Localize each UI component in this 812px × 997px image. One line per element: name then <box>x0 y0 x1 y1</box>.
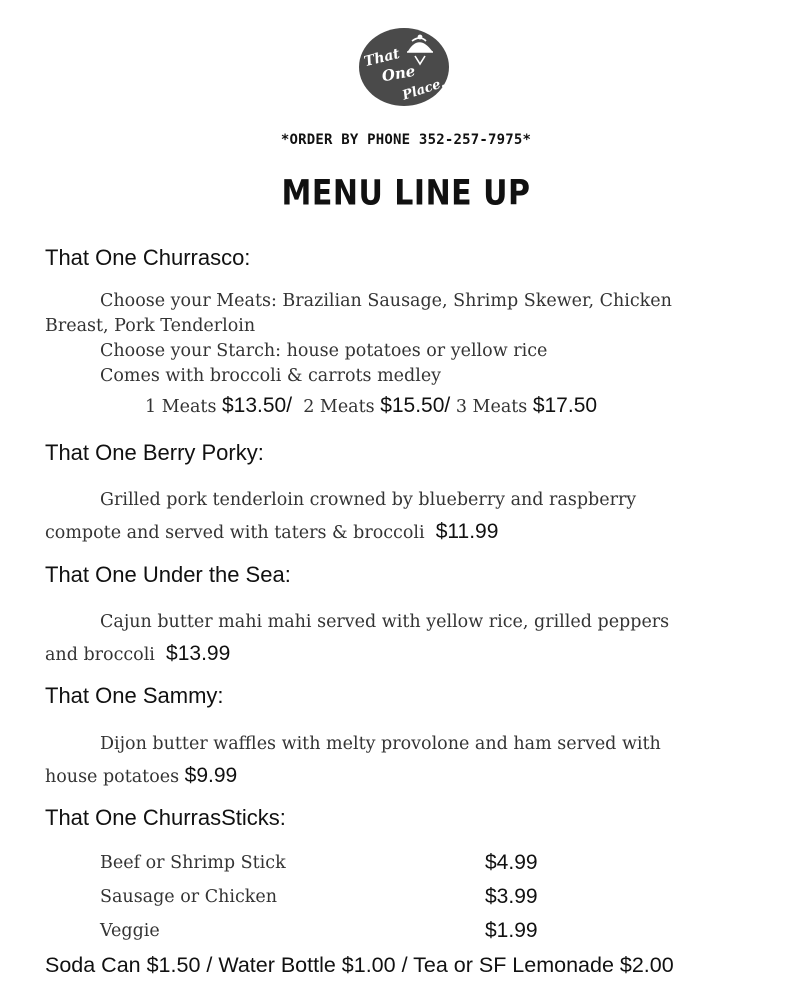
sea-line-1: Cajun butter mahi mahi served with yellow rice, grilled peppers <box>100 612 670 632</box>
sea-description <box>45 606 785 671</box>
list-item-price: $1.99 <box>485 919 538 942</box>
section-title-churrasco: That One Churrasco: <box>45 245 251 270</box>
berry-line-1: Grilled pork tenderloin crowned by blueberry and raspberry <box>100 490 637 510</box>
logo-graphic <box>358 27 450 107</box>
list-item-name: Sausage or Chicken <box>100 887 277 907</box>
list-item-price: $3.99 <box>485 885 538 908</box>
logo-text-that: That <box>362 45 402 71</box>
sammy-price: $9.99 <box>184 764 238 787</box>
logo-text-one: One <box>380 61 417 86</box>
churrasco-description <box>45 289 785 389</box>
sea-line-2: and broccoli <box>45 645 155 665</box>
menu-title: MENU LINE UP <box>281 173 531 214</box>
churrasco-option-3-price: $17.50 <box>532 394 598 417</box>
section-title-sammy: That One Sammy: <box>45 683 224 708</box>
list-item-name: Veggie <box>100 921 160 941</box>
churrasco-line-3: Comes with broccoli & carrots medley <box>100 366 442 386</box>
logo-text-place: Place. <box>400 75 447 104</box>
berry-description <box>45 484 785 549</box>
churrasco-option-2-label: 2 Meats <box>303 397 381 417</box>
section-title-berry-porky: That One Berry Porky: <box>45 440 264 465</box>
sammy-description <box>45 728 785 793</box>
churrasco-option-2-price: $15.50/ <box>380 394 451 417</box>
order-phone-line: *ORDER BY PHONE 352-257-7975* <box>280 132 532 148</box>
churrasco-option-1-label: 1 Meats <box>145 397 222 417</box>
section-title-under-the-sea: That One Under the Sea: <box>45 562 291 587</box>
churrasco-option-3-label: 3 Meats <box>455 397 533 417</box>
section-title-churrassticks: That One ChurrasSticks: <box>45 805 286 830</box>
restaurant-logo <box>358 27 450 107</box>
sammy-line-1: Dijon butter waffles with melty provolone and ham served with <box>100 734 661 754</box>
sammy-line-2: house potatoes <box>45 767 180 787</box>
list-item-name: Beef or Shrimp Stick <box>100 853 286 873</box>
churrasco-price-options <box>145 393 785 420</box>
churrasco-line-2: Choose your Starch: house potatoes or yellow rice <box>100 341 548 361</box>
drinks-line: Soda Can $1.50 / Water Bottle $1.00 / Tea or SF Lemonade $2.00 <box>45 953 674 977</box>
list-item-price: $4.99 <box>485 851 538 874</box>
churrasco-line-1a: Choose your Meats: Brazilian Sausage, Shrimp Skewer, Chicken <box>100 291 672 311</box>
berry-price: $11.99 <box>435 520 499 543</box>
churrasco-line-1b: Breast, Pork Tenderloin <box>45 316 256 336</box>
berry-line-2: compote and served with taters & broccoli <box>45 523 425 543</box>
sea-price: $13.99 <box>166 642 231 665</box>
churrasco-option-1-price: $13.50/ <box>221 394 293 417</box>
